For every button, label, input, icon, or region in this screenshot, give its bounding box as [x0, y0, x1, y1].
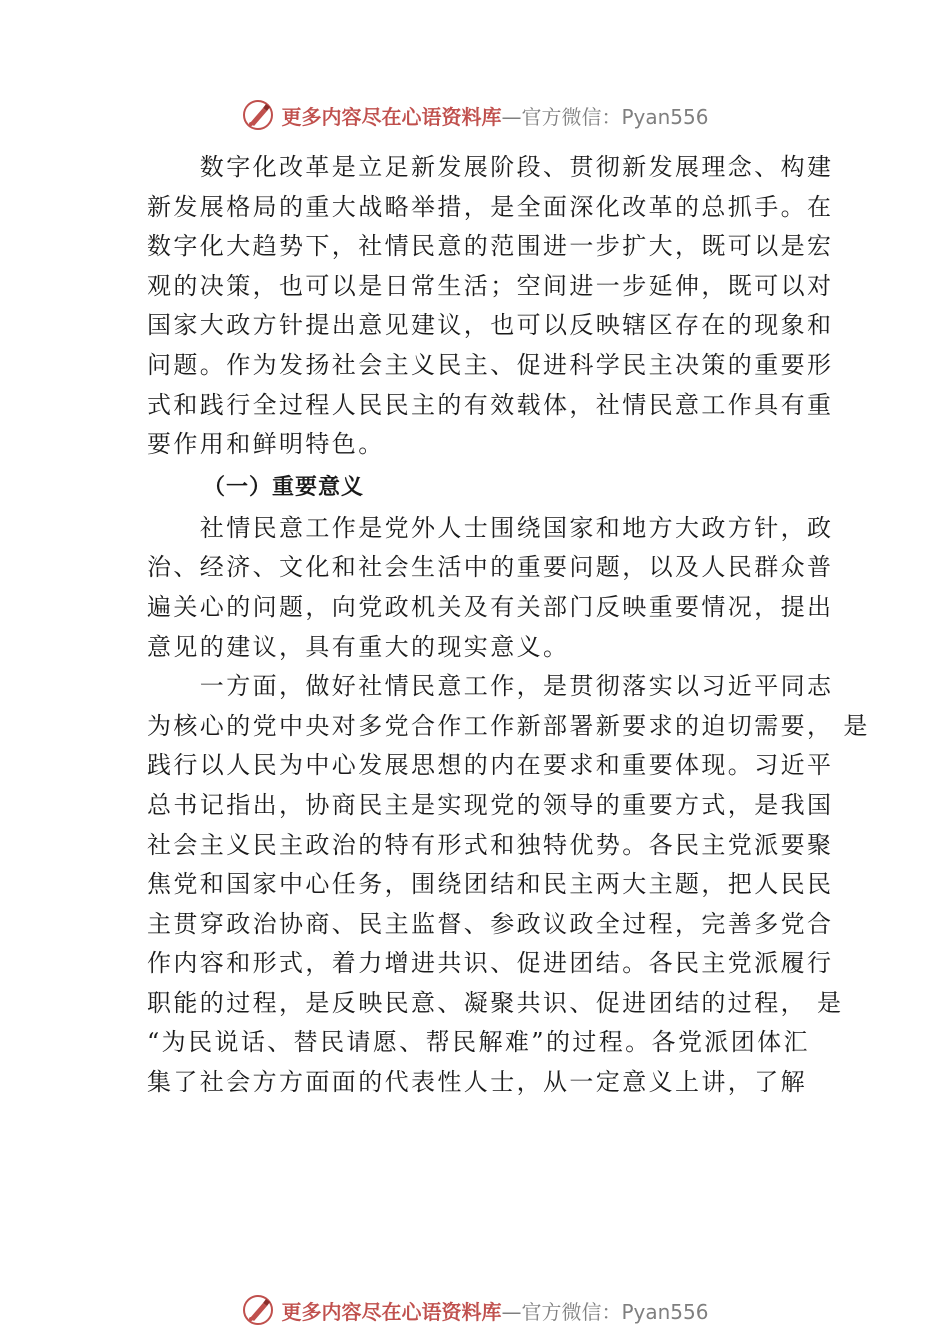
paragraph-line: 要作用和鲜明特色。 [147, 430, 385, 459]
watermark-brand: 更多内容尽在心语资料库 [281, 1299, 502, 1324]
paragraph-line: 焦党和国家中心任务，围绕团结和民主两大主题，把人民民 [147, 870, 834, 899]
watermark-brand: 更多内容尽在心语资料库 [281, 104, 502, 129]
paragraph-line: 式和践行全过程人民民主的有效载体，社情民意工作具有重 [147, 390, 834, 419]
section-heading: （一）重要意义 [203, 473, 365, 500]
paragraph-line: 社情民意工作是党外人士围绕国家和地方大政方针，政 [147, 513, 834, 542]
paragraph-line: 意见的建议，具有重大的现实意义。 [147, 632, 570, 661]
paragraph-line: 为核心的党中央对多党合作工作新部署新要求的迫切需要， 是 [147, 711, 870, 740]
watermark-contact: —官方微信：Pyan556 [501, 1299, 709, 1324]
pen-logo-icon [241, 98, 275, 132]
paragraph-line: 观的决策，也可以是日常生活；空间进一步延伸，既可以对 [147, 271, 834, 300]
watermark-contact: —官方微信：Pyan556 [501, 104, 709, 129]
paragraph-line: 总书记指出，协商民主是实现党的领导的重要方式，是我国 [147, 790, 834, 819]
paragraph-line: 治、经济、文化和社会生活中的重要问题，以及人民群众普 [147, 553, 834, 582]
paragraph-line: 遍关心的问题，向党政机关及有关部门反映重要情况，提出 [147, 592, 834, 621]
paragraph-line: 问题。作为发扬社会主义民主、促进科学民主决策的重要形 [147, 350, 834, 379]
paragraph-line: 数字化改革是立足新发展阶段、贯彻新发展理念、构建 [147, 153, 834, 181]
paragraph-line: 国家大政方针提出意见建议，也可以反映辖区存在的现象和 [147, 311, 834, 340]
document-body [147, 148, 870, 1103]
header-watermark [0, 95, 950, 135]
pen-logo-icon [241, 1293, 275, 1327]
paragraph-line: 作内容和形式，着力增进共识、促进团结。各民主党派履行 [147, 949, 834, 978]
paragraph-line: 数字化大趋势下，社情民意的范围进一步扩大，既可以是宏 [147, 232, 834, 261]
paragraph-line: 集了社会方方面面的代表性人士，从一定意义上讲，了解 [147, 1068, 807, 1097]
paragraph-line: 新发展格局的重大战略举措，是全面深化改革的总抓手。在 [147, 192, 834, 221]
paragraph-line: 主贯穿政治协商、民主监督、参政议政全过程，完善多党合 [147, 909, 834, 938]
footer-watermark [0, 1290, 950, 1330]
paragraph-line: 一方面，做好社情民意工作，是贯彻落实以习近平同志 [147, 672, 834, 701]
paragraph-line: 职能的过程，是反映民意、凝聚共识、促进团结的过程， 是 [147, 988, 844, 1017]
paragraph-line: 社会主义民主政治的特有形式和独特优势。各民主党派要聚 [147, 830, 834, 859]
paragraph-line: “为民说话、替民请愿、帮民解难”的过程。各党派团体汇 [147, 1028, 810, 1057]
paragraph-line: 践行以人民为中心发展思想的内在要求和重要体现。习近平 [147, 751, 834, 780]
